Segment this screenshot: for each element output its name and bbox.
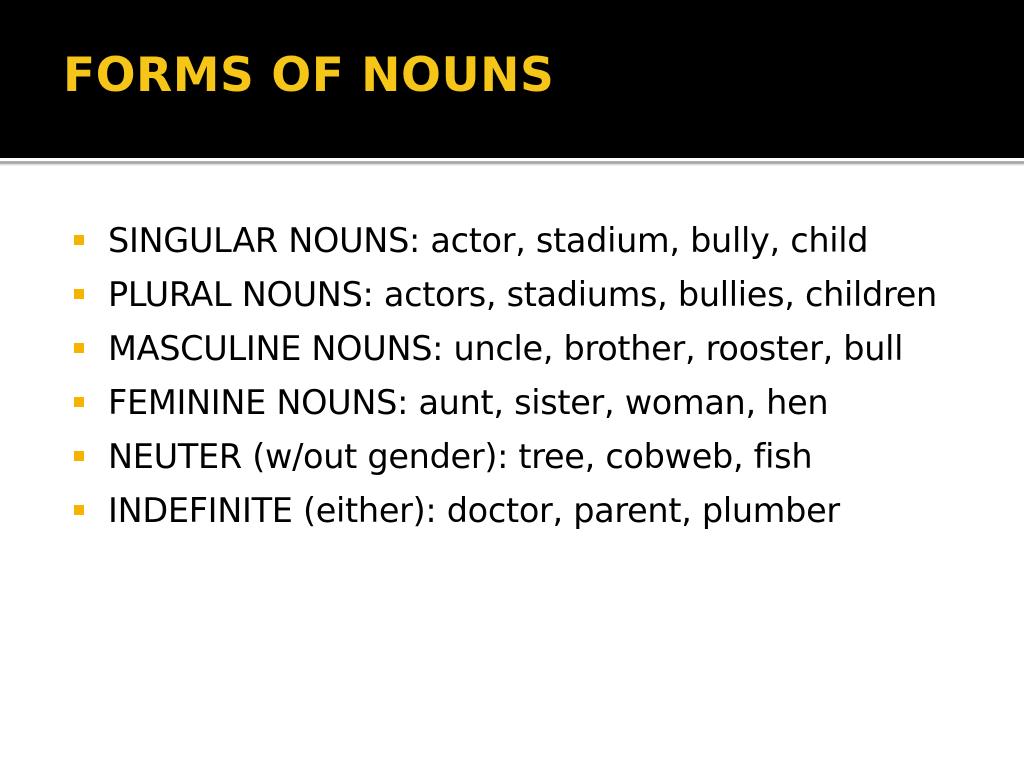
bullet-text: INDEFINITE (either): doctor, parent, plumber [108, 491, 840, 530]
square-bullet-icon [74, 451, 84, 461]
square-bullet-icon [74, 235, 84, 245]
bullet-item-singular [70, 214, 975, 268]
square-bullet-icon [74, 289, 84, 299]
bullet-item-masculine [70, 322, 975, 376]
bullet-text: NEUTER (w/out gender): tree, cobweb, fish [108, 437, 813, 476]
bullet-item-plural [70, 268, 975, 322]
square-bullet-icon [74, 343, 84, 353]
bullet-text: SINGULAR NOUNS: actor, stadium, bully, child [108, 221, 869, 260]
bullet-item-feminine [70, 376, 975, 430]
bullet-text: FEMININE NOUNS: aunt, sister, woman, hen [108, 383, 829, 422]
slide-title: FORMS OF NOUNS [63, 48, 555, 103]
square-bullet-icon [74, 397, 84, 407]
title-bar [0, 0, 1024, 158]
bullet-text: PLURAL NOUNS: actors, stadiums, bullies, children [108, 275, 937, 314]
bullet-list [70, 214, 975, 538]
bullet-item-indefinite [70, 484, 975, 538]
square-bullet-icon [74, 505, 84, 515]
bullet-item-neuter [70, 430, 975, 484]
title-divider [0, 158, 1024, 166]
bullet-text: MASCULINE NOUNS: uncle, brother, rooster, bull [108, 329, 904, 368]
